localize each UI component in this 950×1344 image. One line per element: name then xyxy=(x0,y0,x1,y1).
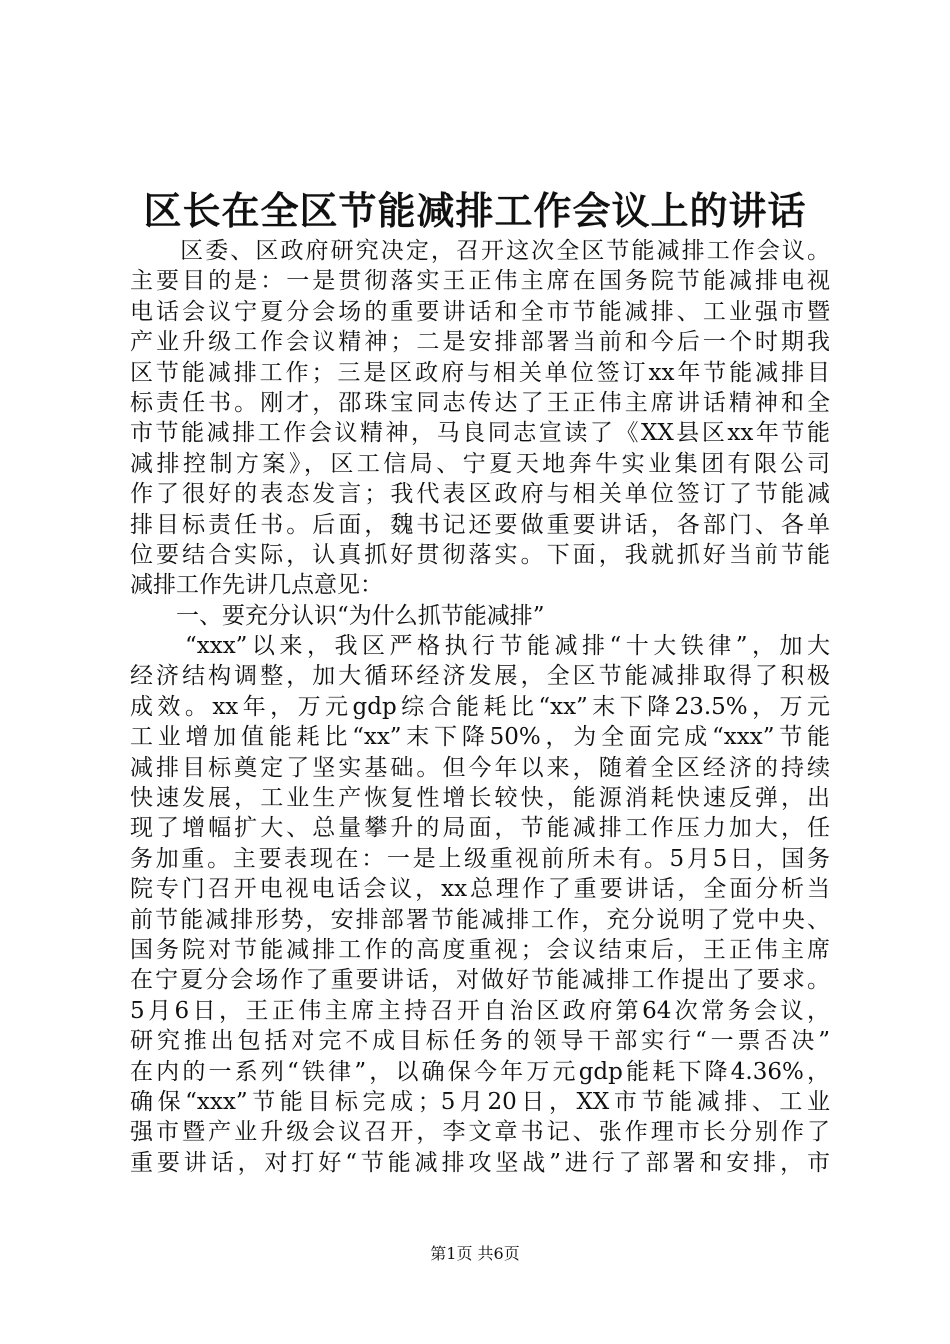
body-line: 强市暨产业升级会议召开，李文章书记、张作理市长分别作了 xyxy=(130,1119,830,1146)
body-line: 研究推出包括对完不成目标任务的领导干部实行“一票否决” xyxy=(130,1028,830,1055)
section-heading: 一、要充分认识“为什么抓节能减排” xyxy=(130,602,545,629)
body-line: 院专门召开电视电话会议，xx总理作了重要讲话，全面分析当 xyxy=(130,876,830,903)
body-line: 标责任书。刚才，邵珠宝同志传达了王正伟主席讲话精神和全 xyxy=(130,389,830,416)
body-line: 确保“xxx”节能目标完成；5月20日，XX市节能减排、工业 xyxy=(130,1088,830,1115)
body-line: 经济结构调整，加大循环经济发展，全区节能减排取得了积极 xyxy=(130,663,830,690)
body-line: 区节能减排工作；三是区政府与相关单位签订xx年节能减排目 xyxy=(130,359,830,386)
body-line: 前节能减排形势，安排部署节能减排工作，充分说明了党中央、 xyxy=(130,906,830,933)
body-line: 国务院对节能减排工作的高度重视；会议结束后，王正伟主席 xyxy=(130,936,830,963)
body-line: 成效。xx年，万元gdp综合能耗比“xx”末下降23.5%，万元 xyxy=(130,693,830,720)
body-line: 减排控制方案》，区工信局、宁夏天地奔牛实业集团有限公司 xyxy=(130,450,830,477)
body-line: 电话会议宁夏分会场的重要讲话和全市节能减排、工业强市暨 xyxy=(130,298,830,325)
document-title: 区长在全区节能减排工作会议上的讲话 xyxy=(143,188,807,233)
body-line: 务加重。主要表现在：一是上级重视前所未有。5月5日，国务 xyxy=(130,845,830,872)
body-line: 减排目标奠定了坚实基础。但今年以来，随着全区经济的持续 xyxy=(130,754,830,781)
document-body xyxy=(130,236,830,1178)
body-line: 位要结合实际，认真抓好贯彻落实。下面，我就抓好当前节能 xyxy=(130,541,830,568)
body-line: 快速发展，工业生产恢复性增长较快，能源消耗快速反弹，出 xyxy=(130,785,830,812)
body-line: “xxx”以来，我区严格执行节能减排“十大铁律”，加大 xyxy=(130,633,830,660)
body-line: 工业增加值能耗比“xx”末下降50%，为全面完成“xxx”节能 xyxy=(130,724,830,751)
page-footer: 第1页 共6页 xyxy=(430,1244,520,1263)
body-line: 作了很好的表态发言；我代表区政府与相关单位签订了节能减 xyxy=(130,481,830,508)
body-line: 区委、区政府研究决定，召开这次全区节能减排工作会议。 xyxy=(130,238,830,264)
body-line: 现了增幅扩大、总量攀升的局面，节能减排工作压力加大，任 xyxy=(130,815,830,842)
body-line: 市节能减排工作会议精神，马良同志宣读了《XX县区xx年节能 xyxy=(130,420,830,447)
body-line: 产业升级工作会议精神；二是安排部署当前和今后一个时期我 xyxy=(130,329,830,356)
body-line: 在宁夏分会场作了重要讲话，对做好节能减排工作提出了要求。 xyxy=(130,967,830,994)
body-line: 重要讲话，对打好“节能减排攻坚战”进行了部署和安排，市 xyxy=(130,1149,830,1176)
body-line: 在内的一系列“铁律”，以确保今年万元gdp能耗下降4.36%， xyxy=(130,1058,830,1085)
body-line: 主要目的是：一是贯彻落实王正伟主席在国务院节能减排电视 xyxy=(130,268,830,295)
body-line: 减排工作先讲几点意见： xyxy=(130,572,383,599)
body-line: 5月6日，王正伟主席主持召开自治区政府第64次常务会议， xyxy=(130,997,830,1024)
body-line: 排目标责任书。后面，魏书记还要做重要讲话，各部门、各单 xyxy=(130,511,830,538)
